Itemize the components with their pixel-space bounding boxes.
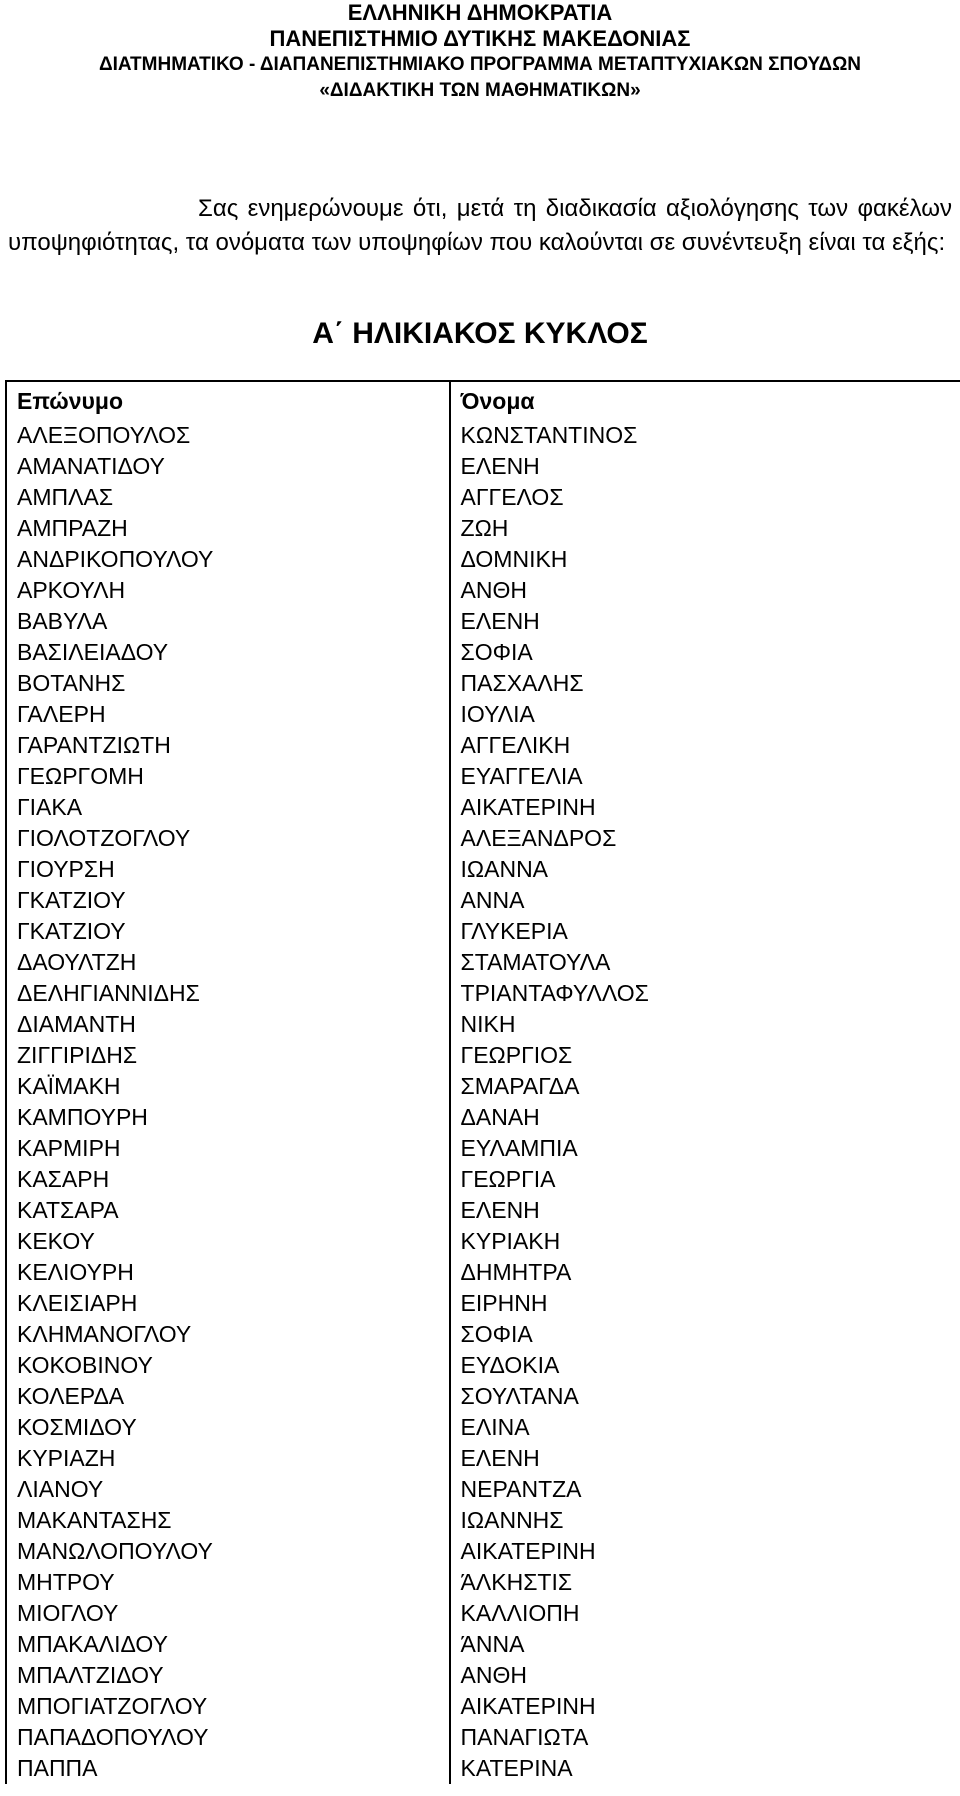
first-name-cell: ΔΑΝΑΗ <box>450 1102 960 1133</box>
table-row <box>6 1443 960 1474</box>
surname-cell: ΔΙΑΜΑΝΤΗ <box>6 1009 450 1040</box>
column-header-name: Όνομα <box>450 381 960 420</box>
surname-cell: ΚΑΜΠΟΥΡΗ <box>6 1102 450 1133</box>
first-name-cell: ΚΩΝΣΤΑΝΤΙΝΟΣ <box>450 420 960 451</box>
surname-cell: ΔΑΟΥΛΤΖΗ <box>6 947 450 978</box>
surname-cell: ΒΑΒΥΛΑ <box>6 606 450 637</box>
surname-cell: ΜΠΑΛΤΖΙΔΟΥ <box>6 1660 450 1691</box>
surname-cell: ΖΙΓΓΙΡΙΔΗΣ <box>6 1040 450 1071</box>
surname-cell: ΒΟΤΑΝΗΣ <box>6 668 450 699</box>
first-name-cell: ΑΙΚΑΤΕΡΙΝΗ <box>450 792 960 823</box>
first-name-cell: ΚΑΛΛΙΟΠΗ <box>450 1598 960 1629</box>
surname-cell: ΑΝΔΡΙΚΟΠΟΥΛΟΥ <box>6 544 450 575</box>
header-program: ΔΙΑΤΜΗΜΑΤΙΚΟ - ΔΙΑΠΑΝΕΠΙΣΤΗΜΙΑΚΟ ΠΡΟΓΡΑΜΜΑ ΜΕΤΑΠΤΥΧΙΑΚΩΝ ΣΠΟΥΔΩΝ <box>98 54 862 75</box>
surname-cell: ΓΚΑΤΖΙΟΥ <box>6 885 450 916</box>
header-country: ΕΛΛΗΝΙΚΗ ΔΗΜΟΚΡΑΤΙΑ <box>347 0 613 25</box>
first-name-cell: ΕΛΕΝΗ <box>450 606 960 637</box>
first-name-cell: ΣΟΦΙΑ <box>450 637 960 668</box>
first-name-cell: ΕΛΕΝΗ <box>450 451 960 482</box>
surname-cell: ΜΑΝΩΛΟΠΟΥΛΟΥ <box>6 1536 450 1567</box>
surname-cell: ΜΠΟΓΙΑΤΖΟΓΛΟΥ <box>6 1691 450 1722</box>
first-name-cell: ΣΜΑΡΑΓΔΑ <box>450 1071 960 1102</box>
table-row <box>6 854 960 885</box>
surname-cell: ΑΜΠΛΑΣ <box>6 482 450 513</box>
table-row <box>6 1071 960 1102</box>
surname-cell: ΜΙΟΓΛΟΥ <box>6 1598 450 1629</box>
first-name-cell: ΕΙΡΗΝΗ <box>450 1288 960 1319</box>
surname-cell: ΚΕΚΟΥ <box>6 1226 450 1257</box>
first-name-cell: ΕΛΕΝΗ <box>450 1443 960 1474</box>
table-row <box>6 699 960 730</box>
surname-cell: ΓΚΑΤΖΙΟΥ <box>6 916 450 947</box>
table-row <box>6 575 960 606</box>
first-name-cell: ΑΝΘΗ <box>450 575 960 606</box>
surname-cell: ΑΡΚΟΥΛΗ <box>6 575 450 606</box>
table-row <box>6 1350 960 1381</box>
first-name-cell: ΔΗΜΗΤΡΑ <box>450 1257 960 1288</box>
first-name-cell: ΕΛΙΝΑ <box>450 1412 960 1443</box>
surname-cell: ΒΑΣΙΛΕΙΑΔΟΥ <box>6 637 450 668</box>
table-row <box>6 730 960 761</box>
table-body <box>6 420 960 1784</box>
section-title: Α΄ ΗΛΙΚΙΑΚΟΣ ΚΥΚΛΟΣ <box>312 317 648 350</box>
table-row <box>6 1505 960 1536</box>
first-name-cell: ΓΕΩΡΓΙΟΣ <box>450 1040 960 1071</box>
first-name-cell: ΑΓΓΕΛΟΣ <box>450 482 960 513</box>
first-name-cell: ΑΙΚΑΤΕΡΙΝΗ <box>450 1691 960 1722</box>
first-name-cell: ΣΟΦΙΑ <box>450 1319 960 1350</box>
surname-cell: ΚΑΣΑΡΗ <box>6 1164 450 1195</box>
surname-cell: ΜΠΑΚΑΛΙΔΟΥ <box>6 1629 450 1660</box>
header-program-title: «ΔΙΔΑΚΤΙΚΗ ΤΩΝ ΜΑΘΗΜΑΤΙΚΩΝ» <box>319 80 641 101</box>
surname-cell: ΚΑΪΜΑΚΗ <box>6 1071 450 1102</box>
first-name-cell: ΕΛΕΝΗ <box>450 1195 960 1226</box>
first-name-cell: ΙΩΑΝΝΗΣ <box>450 1505 960 1536</box>
surname-cell: ΔΕΛΗΓΙΑΝΝΙΔΗΣ <box>6 978 450 1009</box>
header-university: ΠΑΝΕΠΙΣΤΗΜΙΟ ΔΥΤΙΚΗΣ ΜΑΚΕΔΟΝΙΑΣ <box>269 26 691 51</box>
table-row <box>6 1381 960 1412</box>
table-row <box>6 1133 960 1164</box>
table-row <box>6 637 960 668</box>
first-name-cell: ΔΟΜΝΙΚΗ <box>450 544 960 575</box>
first-name-cell: ΣΟΥΛΤΑΝΑ <box>450 1381 960 1412</box>
table-row <box>6 1102 960 1133</box>
table-row <box>6 1598 960 1629</box>
table-row <box>6 420 960 451</box>
first-name-cell: ΝΙΚΗ <box>450 1009 960 1040</box>
table-row <box>6 451 960 482</box>
surname-cell: ΓΙΟΥΡΣΗ <box>6 854 450 885</box>
table-row <box>6 1691 960 1722</box>
first-name-cell: ΠΑΝΑΓΙΩΤΑ <box>450 1722 960 1753</box>
table-row <box>6 1536 960 1567</box>
column-header-surname: Επώνυμο <box>6 381 450 420</box>
table-row <box>6 1660 960 1691</box>
first-name-cell: ΝΕΡΑΝΤΖΑ <box>450 1474 960 1505</box>
first-name-cell: ΠΑΣΧΑΛΗΣ <box>450 668 960 699</box>
surname-cell: ΠΑΠΠΑ <box>6 1753 450 1784</box>
first-name-cell: ΑΓΓΕΛΙΚΗ <box>450 730 960 761</box>
table-row <box>6 513 960 544</box>
surname-cell: ΓΕΩΡΓΟΜΗ <box>6 761 450 792</box>
candidates-table <box>5 380 960 1784</box>
surname-cell: ΚΛΗΜΑΝΟΓΛΟΥ <box>6 1319 450 1350</box>
table-row <box>6 792 960 823</box>
surname-cell: ΚΛΕΙΣΙΑΡΗ <box>6 1288 450 1319</box>
table-row <box>6 1319 960 1350</box>
first-name-cell: ΕΥΛΑΜΠΙΑ <box>450 1133 960 1164</box>
table-row <box>6 606 960 637</box>
table-row <box>6 978 960 1009</box>
table-row <box>6 1040 960 1071</box>
table-row <box>6 1009 960 1040</box>
table-row <box>6 885 960 916</box>
first-name-cell: ΖΩΗ <box>450 513 960 544</box>
surname-cell: ΓΙΟΛΟΤΖΟΓΛΟΥ <box>6 823 450 854</box>
first-name-cell: ΑΝΘΗ <box>450 1660 960 1691</box>
first-name-cell: ΓΕΩΡΓΙΑ <box>450 1164 960 1195</box>
first-name-cell: ΚΥΡΙΑΚΗ <box>450 1226 960 1257</box>
table-row <box>6 761 960 792</box>
surname-cell: ΑΛΕΞΟΠΟΥΛΟΣ <box>6 420 450 451</box>
surname-cell: ΚΑΤΣΑΡΑ <box>6 1195 450 1226</box>
first-name-cell: ΑΙΚΑΤΕΡΙΝΗ <box>450 1536 960 1567</box>
table-row <box>6 947 960 978</box>
first-name-cell: ΚΑΤΕΡΙΝΑ <box>450 1753 960 1784</box>
first-name-cell: ΆΝΝΑ <box>450 1629 960 1660</box>
surname-cell: ΓΑΛΕΡΗ <box>6 699 450 730</box>
surname-cell: ΠΑΠΑΔΟΠΟΥΛΟΥ <box>6 1722 450 1753</box>
table-row <box>6 1629 960 1660</box>
table-row <box>6 668 960 699</box>
table-row <box>6 1722 960 1753</box>
surname-cell: ΚΟΚΟΒΙΝΟΥ <box>6 1350 450 1381</box>
surname-cell: ΜΗΤΡΟΥ <box>6 1567 450 1598</box>
surname-cell: ΛΙΑΝΟΥ <box>6 1474 450 1505</box>
surname-cell: ΓΙΑΚΑ <box>6 792 450 823</box>
table-row <box>6 1567 960 1598</box>
table-header-row <box>6 381 960 420</box>
first-name-cell: ΣΤΑΜΑΤΟΥΛΑ <box>450 947 960 978</box>
surname-cell: ΚΑΡΜΙΡΗ <box>6 1133 450 1164</box>
table-row <box>6 1474 960 1505</box>
first-name-cell: ΓΛΥΚΕΡΙΑ <box>450 916 960 947</box>
surname-cell: ΚΕΛΙΟΥΡΗ <box>6 1257 450 1288</box>
table-row <box>6 823 960 854</box>
table-row <box>6 482 960 513</box>
table-row <box>6 1412 960 1443</box>
surname-cell: ΚΥΡΙΑΖΗ <box>6 1443 450 1474</box>
table-row <box>6 916 960 947</box>
table-row <box>6 1753 960 1784</box>
table-row <box>6 1195 960 1226</box>
first-name-cell: ΑΛΕΞΑΝΔΡΟΣ <box>450 823 960 854</box>
table-row <box>6 544 960 575</box>
surname-cell: ΓΑΡΑΝΤΖΙΩΤΗ <box>6 730 450 761</box>
first-name-cell: ΕΥΑΓΓΕΛΙΑ <box>450 761 960 792</box>
intro-paragraph: Σας ενημερώνουμε ότι, μετά τη διαδικασία αξιολόγησης των φακέλων υποψηφιότητας, τα ονόματα των υποψηφίων που καλούνται σε συνέντευξη είναι τα εξής: <box>8 195 952 256</box>
surname-cell: ΚΟΛΕΡΔΑ <box>6 1381 450 1412</box>
first-name-cell: ΕΥΔΟΚΙΑ <box>450 1350 960 1381</box>
surname-cell: ΜΑΚΑΝΤΑΣΗΣ <box>6 1505 450 1536</box>
surname-cell: ΑΜΑΝΑΤΙΔΟΥ <box>6 451 450 482</box>
document-header <box>0 0 960 104</box>
first-name-cell: ΤΡΙΑΝΤΑΦΥΛΛΟΣ <box>450 978 960 1009</box>
first-name-cell: ΑΝΝΑ <box>450 885 960 916</box>
first-name-cell: ΙΟΥΛΙΑ <box>450 699 960 730</box>
surname-cell: ΑΜΠΡΑΖΗ <box>6 513 450 544</box>
table-row <box>6 1164 960 1195</box>
table-row <box>6 1288 960 1319</box>
table-row <box>6 1226 960 1257</box>
surname-cell: ΚΟΣΜΙΔΟΥ <box>6 1412 450 1443</box>
first-name-cell: ΙΩΑΝΝΑ <box>450 854 960 885</box>
table-row <box>6 1257 960 1288</box>
first-name-cell: ΆΛΚΗΣΤΙΣ <box>450 1567 960 1598</box>
